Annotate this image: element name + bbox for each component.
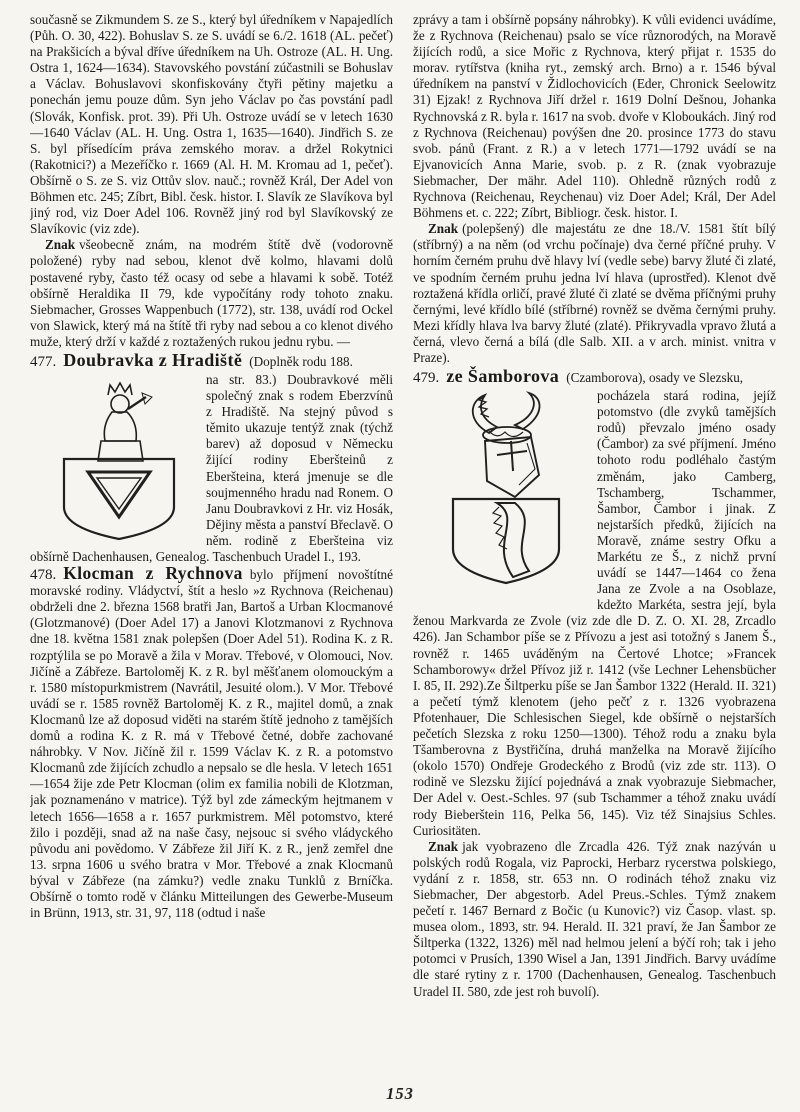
znak-label: Znak [428, 221, 459, 237]
paragraph-klocman-continuation: zprávy a tam i obšírně popsány náhrobky). K vůli evidenci uvádíme, že z Rychnova (Reichenau) psalo se více různorodých, na Moravě žijících rodů, a sice Mořic z Rychnova, který přijat r. 1535 do morav. rytířstva (kniha ryt., zemský arch. Brno) a r. 1546 býval úředníkem na panství v Židlochovicích (Eder, Chronick Seelowitz 31) Ejzak! z Rychnova Jiří držel r. 1619 Dolní Dešnou, Johanka Rychnovská z R. byla r. 1617 na svob. dvoře v Kloboukách. Jiný rod z Rychnova (Reichenau) povýšen dne 20. prosince 1773 do stavu svob. pánů (Frant. z R.) a v letech 1771—1792 uvádí se na Ejvanovicích Anna Marie, svob. p. z R. (znak vyobrazuje Siebmacher, Der mähr. Adel 110). Ohledně různých rodů z Rychnova (Reichenau, Reychenau) viz Doer Adel; Král, Der Adel Böhmens et. c. 222; Zíbrt, Bibliogr. česk. histor. I. [413, 12, 776, 221]
text-columns [30, 12, 776, 1064]
entry-477-number: 477. [30, 353, 57, 370]
entry-477-title: Doubravka z Hradiště [63, 349, 243, 370]
coat-of-arms-sambor-icon [427, 391, 585, 596]
entry-479-body [413, 388, 776, 839]
page-footer [0, 1084, 800, 1104]
entry-478-text: bylo příjmení novoštítné moravské rodiny. Vládyctví, štít a heslo »z Rychnova (Reichenau) obdrželi dne 2. března 1568 bratři Jan, Bartoš a Urban Klocmanové (Glotzmanové) (Doer Adel 17) a Janovi Klotzmanovi z Rychnova dne 18. května 1581 znak polepšen (Doer Adel 51). Rodina K. z R. rozptýlila se po Moravě a žila v Morav. Třebové, v Olomouci, Nov. Jičíně a Zábřeze. Bartoloměj K. z R. byl měšťanem olomouckým a r. 1580 místopurkmistrem (Navrátil, Jesuité olom.). V Mor. Třebové uvádí se r. 1585 rovněž Bartoloměj K. z R., majitel domů, a znak Klocmanů lze až doposud viděti na starém štítě jednoho z tamějších domů a rodina K. z R. má v Třebové četné, dobře zachované náhrobky. V Nov. Jičíně žil r. 1599 Václav K. z R. a potomstvo Klocmanů zde žijících zchudlo a nepsalo se dle hesla. V letech 1651—1654 žije zde Petr Klocman (olim ex familia nobili de Klotzman, jak poznamenáno v matrice). Týž byl zde zámeckým hejtmanem v letech 1656—1658 a r. 1657 purkmistrem. Měl potomstvo, které žilo i později, snad až na naše časy, nejsouc si svého vládyckého původu ani povědomo. V Zábřeze žil Jiří K. z R., jenž zemřel dne 13. srpna 1606 u svého bratra v Mor. Třebové a znak Klocmanů býval v Zábřeze (na zámku?) vedle znaku Tunklů z Brníčka. Obšírně o tomto rodě v článku Mitteilungen des Gewerbe-Museum in Brünn, 1913, str. 31, 97, 118 (odtud i naše [30, 567, 394, 921]
znak-text: jak vyobrazeno dle Zrcadla 426. Týž znak nazýván u polských rodů Rogala, viz Paprocki, Herbarz rycerstwa polskiego, vydání z r. 1858, str. 653 nn. O rodinách téhož znaku viz Siebmacher, Der abgestorb. Adel Preus.-Schles. Týmž znakem pečetí r. 1467 Bernard z Bočic (u Kunovic?) viz Časop. vlast. sp. musea olom., 1893, str. 94. Herald. II. 321 praví, že Jan Šambor ze Šiltperka (1322, 1326) měl nad helmou jelení a býčí roh; tak i jeho potomci v Prusích, 1390 Wisel a Jan, 1391 Jindřich. Barvy uvádíme dle staré rytiny z r. 1700 (Dachenhausen, Genealog. Taschenbuch Uradel II. 580, zde jest roh buvolí). [413, 838, 776, 999]
page-number: 153 [386, 1084, 414, 1103]
paragraph-slavik-continuation: současně se Zikmundem S. ze S., který byl úředníkem v Napajedlích (Půh. O. 30, 422). Bohuslav S. ze S. uvádí se 6./2. 1618 (AL. pečeť) na Prakšicích a býval dříve úředníkem na Uh. Ostroze (AL. H. Ung. Ostra 1, 1624—1634). Stavovského povstání zúčastnili se Bohuslav a Václav. Bohuslavovi skonfiskovány čtyři pětiny majetku a ponechán jemu pouze dům. Syn jeho Václav po čas povstání padl (Slovák, Konfisk. prot. 39). Při Uh. Ostroze uvádí se v letech 1630—1640 Václav (AL. H. Ung. Ostra 1, 1635—1640). Jindřich S. ze S. byl přísedícím práva zemského morav. a držel Rokytnici (Rakotnici?) a Mezeříčko r. 1669 (Al. H. M. Kromau ad 1, pečeť). Obšírně o S. ze S. viz Ottův slov. nauč.; rovněž Král, Der Adel von Böhmen etc. 245; Zíbrt, Bibl. česk. histor. I. Slavík ze Slavíkova byl jiný rod, viz Doer Adel 106. Rovněž jiný rod byl Slavíkovský ze Slavíkovic (viz zde). [30, 12, 393, 237]
entry-477-heading-rest: (Doplněk rodu 188. [249, 353, 353, 369]
entry-478-number: 478. [30, 567, 57, 584]
znak-text: všeobecně znám, na modrém štítě dvě (vodorovně položené) ryby nad sebou, klenot dvě kolmo, hlavami dolů postavené ryby, často též ocasy od sebe a hlavami k sobě. Totéž obšírně Heraldika II 79, kde vypočítány rody tohoto znaku. Siebmacher, Grosses Wappenbuch (1772), str. 138, uvádí rod Ockel von Slawick, který má na štítě tři ryby nad sebou a co klenot divého muže, který drží v každé z roztažených rukou jednu rybu. — [30, 237, 393, 349]
entry-478-title: Klocman z Rychnova [63, 563, 243, 584]
entry-479-heading-rest: (Czamborova), osady ve Slezsku, [566, 370, 744, 386]
coat-of-arms-doubravka-icon [44, 375, 194, 545]
entry-477-text: na str. 83.) Doubravkové měli společný znak s rodem Eberzvínů z Hradiště. Na stejný původ s těmito ukazuje tentýž znak (týchž barev) až doposud v Německu žijící rodiny Eberšteinů z Eberšteina, která jmenuje se dle soujmenného hradu nad Ronem. O Janu Doubravkovi z Hr. viz Hosák, Dějiny města a panství Břeclavě. O něm. rodině z Eberšteina viz obšírně Dachenhausen, Genealog. Taschenbuch Uradel I., 193. [30, 371, 393, 564]
znak-label: Znak [428, 838, 459, 854]
entry-478-paragraph [30, 565, 393, 921]
entry-479-title: ze Šamborova [446, 366, 560, 387]
paragraph-znak-slavik [30, 237, 393, 350]
entry-479-text: pocházela stará rodina, jejíž potomstvo (dle zvyků tamějších rodů) převzalo jméno osady (Čambor) za své příjmení. Jméno tohoto rodu podléhalo častým změnám, jako Camberg, Tschamberg, Tschammer, Šambor, Čambor i jinak. Z nejstarších předků, žijících na Moravě, známe sestry Ofku a Markétu ze Š., z nichž první uvádí se 1447—1464 co žena Jana ze Zvole a na Osoblaze, kdežto Markéta, sestra její, byla ženou Markvarda ze Zvole (viz zde dle D. Z. O. XI. 28, Zrcadlo 426). Jan Schambor píše se z Přívozu a jest asi totožný s Janem Š., rovněž r. 1465 uváděným na Čertové Lhotce; »Francek Schamborowy« držel Přívoz již r. 1412 (vše Lechner Lehensbücher I. 85, II. 292).Ze Šiltperku píše se Jan Šambor 1322 (Herald. II. 321) a pečetí týmž klenotem (jeho pečť z r. 1326 vyobrazena Pfotenhauer, Die Schlesischen Siegel, kde obšírně o nejstarších pečetích Slezska z roku 1250—1300). Téhož rodu a znaku byla Tšamberovna z Bystřičína, druhá manželka na Moravě žijícího (okolo 1570) Ondřeje Grodeckého z Brodů (viz zde str. 113). O rodině ve Slezsku žijící pojednává a znak vyobrazuje Siebmacher, Der Adel v. Oest.-Schles. 97 (sub Tschammer a téhož znaku uvádí rody Bieberštein 116, Pelka 56, 145). Viz též Sinajsius Schles. Curiositäten. [413, 388, 776, 838]
paragraph-znak-sambor [413, 839, 776, 1000]
paragraph-znak-klocman [413, 221, 776, 366]
right-column [413, 12, 776, 1064]
entry-479-heading [413, 366, 776, 388]
entry-477-body [30, 372, 393, 565]
entry-477-heading [30, 350, 393, 372]
znak-text: (polepšený) dle majestátu ze dne 18./V. 1581 štít bílý (stříbrný) a na něm (od vrchu počínaje) dva černé příčné pruhy. V horním černém pruhu dvě hlavy lví (vedle sebe) barvy žluté či zlaté, ve spodním černém pruhu jedna lví hlava (uprostřed). Klenot dvě roztažená křídla orličí, pravé žluté či zlaté se dvěma příčnými pruhy černými, levé křídlo bílé (stříbrné) rovněž se dvěma černými pruhy. Mezi křídly hlava lva barvy žluté (zlaté). Přikryvadla vpravo žlutá a černá, vlevo černá a bílá (dle Salb. XII. a v arch. minist. vnitra v Praze). [413, 221, 776, 365]
entry-479-number: 479. [413, 370, 440, 387]
left-column [30, 12, 393, 1064]
znak-label: Znak [45, 237, 76, 253]
